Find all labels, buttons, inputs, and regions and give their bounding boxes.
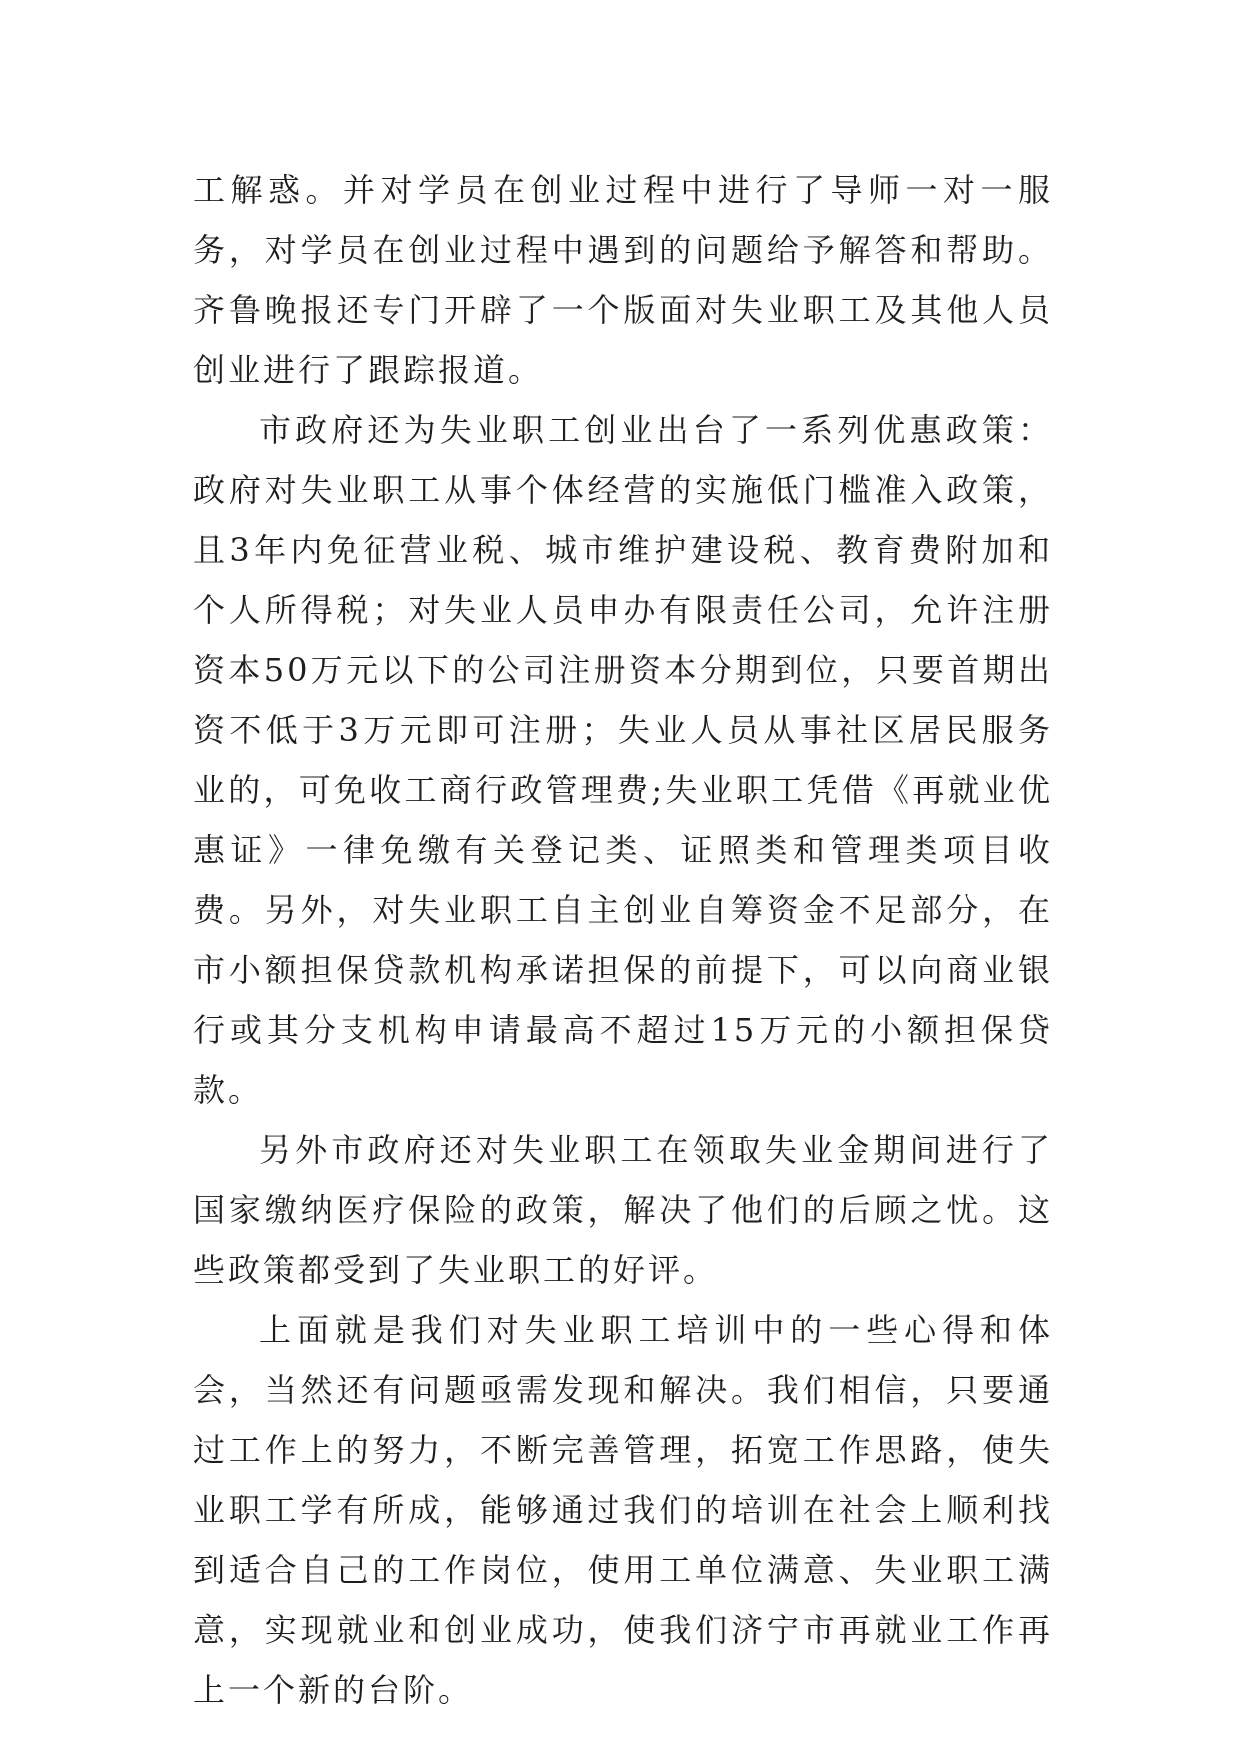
paragraph-4: 上面就是我们对失业职工培训中的一些心得和体会，当然还有问题亟需发现和解决。我们相信，只要通过工作上的努力，不断完善管理，拓宽工作思路，使失业职工学有所成，能够通过我们的培训在社会上顺利找到适合自己的工作岗位，使用工单位满意、失业职工满意，实现就业和创业成功，使我们济宁市再就业工作再上一个新的台阶。: [193, 1311, 1053, 1709]
paragraph-1: 工解惑。并对学员在创业过程中进行了导师一对一服务，对学员在创业过程中遇到的问题给予解答和帮助。齐鲁晚报还专门开辟了一个版面对失业职工及其他人员创业进行了跟踪报道。: [193, 171, 1053, 389]
paragraph-3: 另外市政府还对失业职工在领取失业金期间进行了国家缴纳医疗保险的政策，解决了他们的后顾之忧。这些政策都受到了失业职工的好评。: [193, 1131, 1053, 1289]
document-body: [193, 160, 1053, 1720]
paragraph-2: 市政府还为失业职工创业出台了一系列优惠政策：政府对失业职工从事个体经营的实施低门槛准入政策，且3年内免征营业税、城市维护建设税、教育费附加和个人所得税；对失业人员申办有限责任公司，允许注册资本50万元以下的公司注册资本分期到位，只要首期出资不低于3万元即可注册；失业人员从事社区居民服务业的，可免收工商行政管理费;失业职工凭借《再就业优惠证》一律免缴有关登记类、证照类和管理类项目收费。另外，对失业职工自主创业自筹资金不足部分，在市小额担保贷款机构承诺担保的前提下，可以向商业银行或其分支机构申请最高不超过15万元的小额担保贷款。: [193, 411, 1053, 1109]
